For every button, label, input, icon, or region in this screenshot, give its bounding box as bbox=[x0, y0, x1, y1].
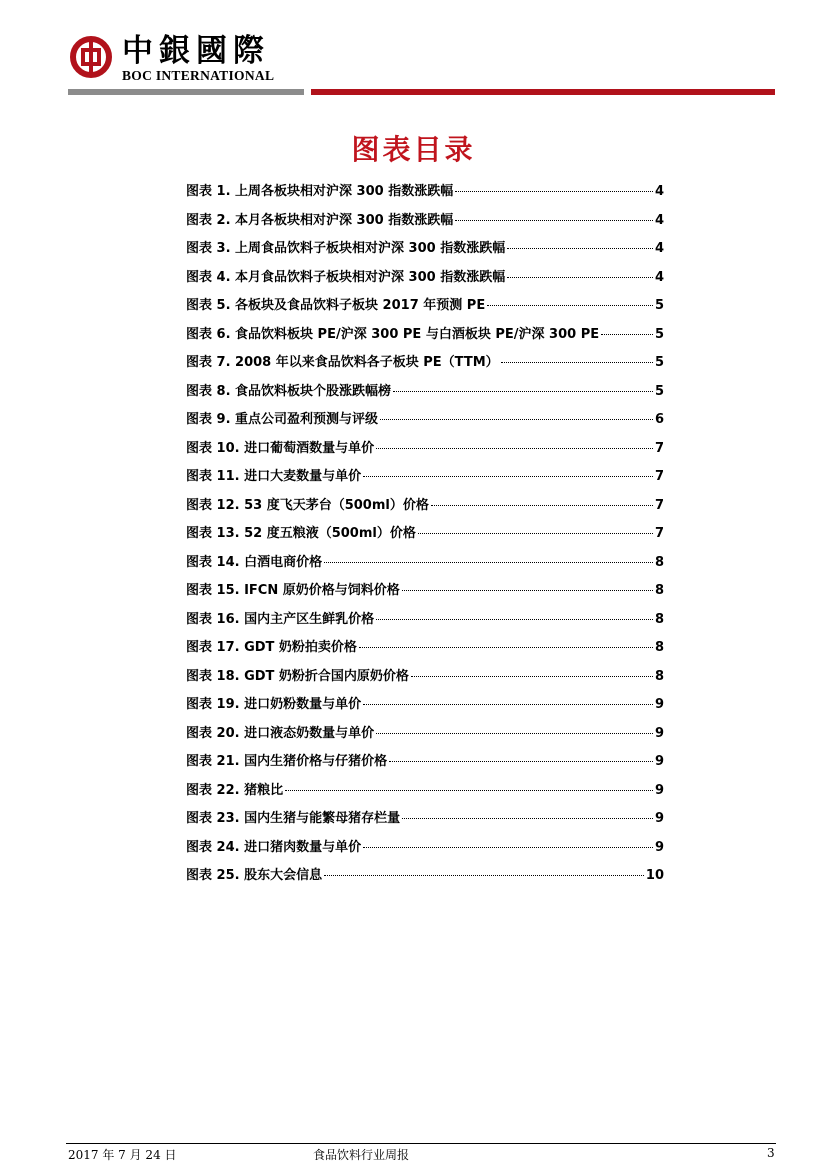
toc-entry-label[interactable]: 图表 23. 国内生猪与能繁母猪存栏量 bbox=[186, 811, 401, 826]
toc-dot-leader bbox=[487, 305, 653, 306]
toc-entry-label[interactable]: 图表 18. GDT 奶粉折合国内原奶价格 bbox=[186, 668, 409, 684]
toc-entry-label[interactable]: 图表 10. 进口葡萄酒数量与单价 bbox=[186, 440, 375, 456]
toc-entry-page[interactable]: 9 bbox=[654, 697, 664, 712]
toc-entry-label[interactable]: 图表 1. 上周各板块相对沪深 300 指数涨跌幅 bbox=[186, 184, 454, 199]
toc-entry[interactable] bbox=[186, 693, 664, 722]
toc-entry-page[interactable]: 7 bbox=[654, 497, 664, 513]
toc-dot-leader bbox=[393, 391, 653, 392]
toc-dot-leader bbox=[402, 818, 653, 819]
header-red-bar bbox=[311, 89, 775, 95]
toc-entry-label[interactable]: 图表 7. 2008 年以来食品饮料各子板块 PE（TTM） bbox=[186, 355, 499, 370]
toc-entry-page[interactable]: 7 bbox=[654, 526, 664, 541]
toc-entry-label[interactable]: 图表 9. 重点公司盈利预测与评级 bbox=[186, 412, 379, 427]
toc-title: 图表目录 bbox=[351, 133, 476, 166]
toc-entry-page[interactable]: 9 bbox=[654, 725, 664, 741]
header-gray-bar bbox=[68, 89, 304, 95]
toc-entry-label[interactable]: 图表 3. 上周食品饮料子板块相对沪深 300 指数涨跌幅 bbox=[186, 241, 506, 256]
toc-entry[interactable] bbox=[186, 465, 664, 494]
toc-entry-page[interactable]: 8 bbox=[654, 611, 664, 627]
toc-entry-page[interactable]: 5 bbox=[654, 383, 664, 399]
toc-entry-label[interactable]: 图表 24. 进口猪肉数量与单价 bbox=[186, 839, 362, 855]
toc-entry-label[interactable]: 图表 8. 食品饮料板块个股涨跌幅榜 bbox=[186, 383, 392, 399]
toc-entry-page[interactable]: 4 bbox=[654, 269, 664, 285]
toc-entry-label[interactable]: 图表 4. 本月食品饮料子板块相对沪深 300 指数涨跌幅 bbox=[186, 269, 506, 285]
boc-international-logo bbox=[70, 34, 310, 86]
toc-dot-leader bbox=[376, 448, 653, 449]
toc-entry-label[interactable]: 图表 12. 53 度飞天茅台（500ml）价格 bbox=[186, 497, 429, 513]
toc-entry-page[interactable]: 4 bbox=[654, 212, 664, 228]
toc-entry-label[interactable]: 图表 2. 本月各板块相对沪深 300 指数涨跌幅 bbox=[186, 212, 454, 228]
toc-dot-leader bbox=[601, 334, 653, 335]
toc-dot-leader bbox=[363, 704, 653, 705]
toc-dot-leader bbox=[363, 847, 653, 848]
toc-entry-page[interactable]: 4 bbox=[654, 184, 664, 199]
toc-dot-leader bbox=[507, 277, 653, 278]
toc-entry[interactable] bbox=[186, 836, 664, 865]
toc-entry-page[interactable]: 5 bbox=[654, 298, 664, 313]
table-of-figures bbox=[186, 180, 664, 893]
toc-dot-leader bbox=[324, 562, 653, 563]
toc-entry[interactable] bbox=[186, 408, 664, 437]
toc-entry-label[interactable]: 图表 17. GDT 奶粉拍卖价格 bbox=[186, 640, 357, 655]
toc-entry[interactable] bbox=[186, 180, 664, 209]
toc-entry[interactable] bbox=[186, 636, 664, 665]
toc-entry[interactable] bbox=[186, 209, 664, 238]
toc-entry-page[interactable]: 9 bbox=[654, 782, 664, 798]
toc-entry[interactable] bbox=[186, 665, 664, 694]
logo-chinese-text: 中銀國際 bbox=[122, 33, 270, 69]
toc-dot-leader bbox=[402, 590, 653, 591]
toc-dot-leader bbox=[418, 533, 653, 534]
toc-entry[interactable] bbox=[186, 380, 664, 409]
toc-dot-leader bbox=[324, 875, 644, 876]
toc-dot-leader bbox=[501, 362, 653, 363]
toc-entry-label[interactable]: 图表 16. 国内主产区生鲜乳价格 bbox=[186, 611, 375, 627]
toc-entry[interactable] bbox=[186, 437, 664, 466]
toc-entry[interactable] bbox=[186, 294, 664, 323]
toc-entry[interactable] bbox=[186, 579, 664, 608]
toc-entry[interactable] bbox=[186, 722, 664, 751]
toc-entry-page[interactable]: 7 bbox=[654, 440, 664, 456]
toc-entry[interactable] bbox=[186, 351, 664, 380]
toc-dot-leader bbox=[285, 790, 653, 791]
footer-report-title: 食品饮料行业周报 bbox=[313, 1148, 410, 1162]
toc-entry[interactable] bbox=[186, 551, 664, 580]
toc-dot-leader bbox=[380, 419, 653, 420]
toc-entry[interactable] bbox=[186, 807, 664, 836]
toc-entry-label[interactable]: 图表 14. 白酒电商价格 bbox=[186, 554, 323, 570]
toc-entry-label[interactable]: 图表 15. IFCN 原奶价格与饲料价格 bbox=[186, 583, 400, 598]
toc-entry-page[interactable]: 7 bbox=[654, 469, 664, 484]
boc-logo-icon bbox=[70, 36, 112, 78]
toc-dot-leader bbox=[359, 647, 653, 648]
toc-entry[interactable] bbox=[186, 266, 664, 295]
toc-entry-label[interactable]: 图表 6. 食品饮料板块 PE/沪深 300 PE 与白酒板块 PE/沪深 300 PE bbox=[186, 326, 600, 342]
logo-english-text: BOC INTERNATIONAL bbox=[122, 68, 275, 83]
toc-entry-page[interactable]: 5 bbox=[654, 326, 664, 342]
toc-entry[interactable] bbox=[186, 864, 664, 893]
toc-entry[interactable] bbox=[186, 750, 664, 779]
toc-entry[interactable] bbox=[186, 323, 664, 352]
toc-entry-label[interactable]: 图表 11. 进口大麦数量与单价 bbox=[186, 469, 362, 484]
toc-dot-leader bbox=[455, 220, 653, 221]
toc-entry[interactable] bbox=[186, 494, 664, 523]
toc-entry-label[interactable]: 图表 21. 国内生猪价格与仔猪价格 bbox=[186, 754, 388, 769]
footer-date: 2017 年 7 月 24 日 bbox=[68, 1148, 177, 1162]
toc-dot-leader bbox=[389, 761, 653, 762]
toc-entry-label[interactable]: 图表 22. 猪粮比 bbox=[186, 782, 284, 798]
toc-entry-label[interactable]: 图表 25. 股东大会信息 bbox=[186, 868, 323, 883]
toc-dot-leader bbox=[507, 248, 653, 249]
footer-page-number: 3 bbox=[767, 1146, 775, 1160]
toc-entry-label[interactable]: 图表 5. 各板块及食品饮料子板块 2017 年预测 PE bbox=[186, 298, 486, 313]
toc-entry-page[interactable]: 10 bbox=[645, 868, 664, 883]
toc-entry-page[interactable]: 6 bbox=[654, 412, 664, 427]
toc-entry-page[interactable]: 5 bbox=[654, 355, 664, 370]
toc-entry-page[interactable]: 9 bbox=[654, 754, 664, 769]
toc-entry-page[interactable]: 8 bbox=[654, 583, 664, 598]
toc-dot-leader bbox=[455, 191, 653, 192]
toc-entry-page[interactable]: 9 bbox=[654, 839, 664, 855]
toc-dot-leader bbox=[376, 619, 653, 620]
toc-entry-page[interactable]: 8 bbox=[654, 668, 664, 684]
toc-entry[interactable] bbox=[186, 608, 664, 637]
toc-entry-page[interactable]: 8 bbox=[654, 554, 664, 570]
toc-entry-page[interactable]: 8 bbox=[654, 640, 664, 655]
toc-entry[interactable] bbox=[186, 237, 664, 266]
toc-entry[interactable] bbox=[186, 522, 664, 551]
toc-dot-leader bbox=[363, 476, 653, 477]
footer-divider bbox=[66, 1143, 776, 1144]
toc-entry[interactable] bbox=[186, 779, 664, 808]
toc-entry-label[interactable]: 图表 19. 进口奶粉数量与单价 bbox=[186, 697, 362, 712]
toc-dot-leader bbox=[411, 676, 653, 677]
toc-entry-page[interactable]: 9 bbox=[654, 811, 664, 826]
toc-entry-page[interactable]: 4 bbox=[654, 241, 664, 256]
toc-entry-label[interactable]: 图表 20. 进口液态奶数量与单价 bbox=[186, 725, 375, 741]
toc-entry-label[interactable]: 图表 13. 52 度五粮液（500ml）价格 bbox=[186, 526, 416, 541]
toc-dot-leader bbox=[376, 733, 653, 734]
toc-dot-leader bbox=[431, 505, 653, 506]
